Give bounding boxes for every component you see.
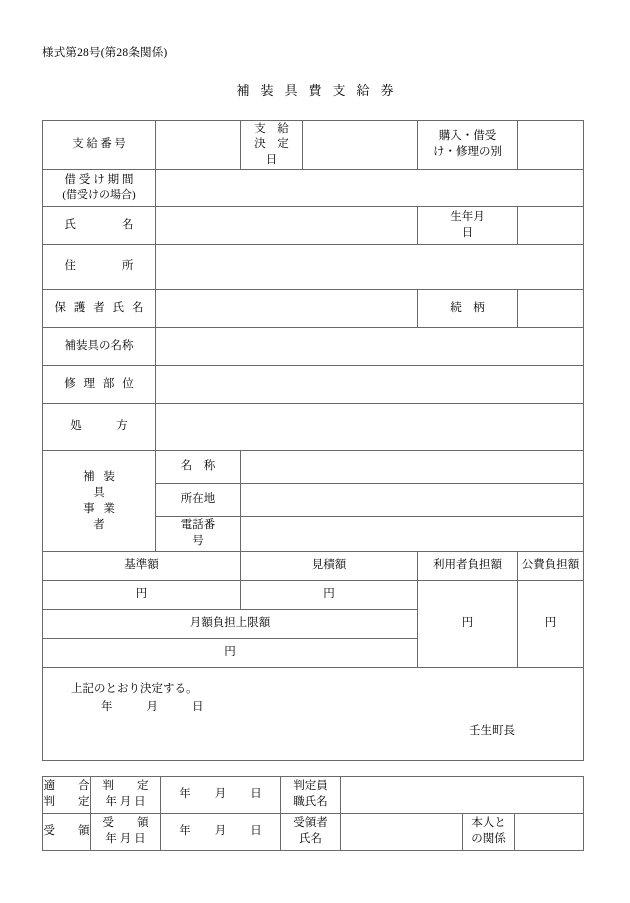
label-hosougu-jigyousha-line3: 事 業 xyxy=(83,503,118,515)
unit-yen-riyousha-futan: 円 xyxy=(461,617,474,630)
table-row-juryou xyxy=(43,814,584,851)
unit-yen-getsugaku-jougen: 円 xyxy=(224,646,236,659)
label-honnin-kankei-line2: の関係 xyxy=(471,833,506,845)
label-shikyu-kettei-bi xyxy=(241,121,303,170)
form-number: 様式第28号(第28条関係) xyxy=(42,47,168,59)
label-jusho-text: 住 所 xyxy=(64,260,134,273)
field-shuri-bui[interactable] xyxy=(156,366,584,404)
header-mitsumorigaku-text: 見積額 xyxy=(311,559,347,572)
label-shuri-bui xyxy=(43,366,156,404)
field-hogosha-shimei[interactable] xyxy=(156,290,418,328)
label-jigyousha-denwa xyxy=(156,517,241,552)
field-shimei[interactable] xyxy=(156,207,418,245)
field-juryou-nengappi[interactable] xyxy=(161,814,281,851)
table-row-jigyousha-meisho xyxy=(43,451,584,484)
table-row-meisho xyxy=(43,328,584,366)
decision-date-day: 日 xyxy=(192,701,204,713)
table-row-shuri-bui xyxy=(43,366,584,404)
page-title xyxy=(0,80,630,99)
juryou-date-month: 月 xyxy=(214,825,227,838)
table-row-amount-values xyxy=(43,581,584,610)
decision-signer: 壬生町長 xyxy=(469,725,515,737)
table-row-jusho xyxy=(43,245,584,290)
decision-date xyxy=(101,700,204,716)
hantei-date-day: 日 xyxy=(250,788,262,801)
field-kariuke-kikan[interactable] xyxy=(156,170,584,207)
field-jigyousha-denwa[interactable] xyxy=(241,517,584,552)
label-kubun xyxy=(418,121,518,170)
field-juryousha-shimei[interactable] xyxy=(341,814,463,851)
label-jigyousha-shozaichi-text: 所在地 xyxy=(180,493,216,506)
table-row-shohou xyxy=(43,404,584,451)
label-kubun-line1: 購入・借受 xyxy=(438,130,497,143)
hantei-date-month: 月 xyxy=(214,788,227,801)
field-jusho[interactable] xyxy=(156,245,584,290)
label-shohou xyxy=(43,404,156,451)
decision-statement: 上記のとおり決定する。 xyxy=(71,683,198,695)
table-row-decision xyxy=(43,668,584,761)
label-jigyousha-shozaichi xyxy=(156,484,241,517)
field-mitsumorigaku[interactable] xyxy=(241,581,418,610)
table-row-kariuke-kikan xyxy=(43,170,584,207)
label-seinengappi-line1: 生年月 xyxy=(450,210,485,223)
decision-date-month: 月 xyxy=(146,701,158,713)
label-hanteiin-shokushimei xyxy=(281,777,341,814)
table-row-shimei xyxy=(43,207,584,245)
field-getsugaku-jougen[interactable] xyxy=(43,639,418,668)
label-jigyousha-denwa-line1: 電話番 xyxy=(180,519,216,532)
header-mitsumorigaku xyxy=(241,552,418,581)
field-kijungaku[interactable] xyxy=(43,581,241,610)
label-hantei-nengappi-line1: 判 定 xyxy=(102,780,149,793)
field-hantei-nengappi[interactable] xyxy=(161,777,281,814)
label-shimei xyxy=(43,207,156,245)
unit-yen-kijungaku: 円 xyxy=(135,588,148,601)
header-riyousha-futan-text: 利用者負担額 xyxy=(433,559,502,572)
table-row-hogosha xyxy=(43,290,584,328)
field-hosougu-meisho[interactable] xyxy=(156,328,584,366)
bottom-form-table xyxy=(42,776,584,851)
label-shuri-bui-text: 修 理 部 位 xyxy=(64,377,137,390)
label-getsugaku-jougen xyxy=(43,610,418,639)
table-row-tekigou-hantei xyxy=(43,777,584,814)
label-hosougu-jigyousha-line2: 具 xyxy=(93,486,108,499)
field-kouhi-futan[interactable] xyxy=(518,581,584,668)
label-hogosha-shimei-text: 保 護 者 氏 名 xyxy=(54,301,146,314)
label-shohou-text: 処 方 xyxy=(70,420,128,433)
label-seinengappi-line2: 日 xyxy=(461,226,474,239)
label-shikyu-kettei-bi-line1: 支 給 xyxy=(254,122,289,135)
label-tekigou-hantei-line2: 判 定 xyxy=(43,796,90,808)
unit-yen-mitsumorigaku: 円 xyxy=(323,588,335,601)
field-shohou[interactable] xyxy=(156,404,584,451)
header-riyousha-futan xyxy=(418,552,518,581)
decision-date-year: 年 xyxy=(101,701,113,713)
label-kariuke-kikan-line1: 借 受 け 期 間 xyxy=(64,173,134,186)
label-kubun-line2: け・修理の別 xyxy=(433,146,502,158)
field-jigyousha-meisho[interactable] xyxy=(241,451,584,484)
label-honnin-kankei xyxy=(463,814,515,851)
field-seinengappi[interactable] xyxy=(518,207,584,245)
label-shikyu-kettei-bi-line3: 日 xyxy=(265,153,278,166)
header-kijungaku-text: 基準額 xyxy=(124,559,159,572)
field-shikyu-bango[interactable] xyxy=(156,121,241,170)
label-hanteiin-shokushimei-line1: 判定員 xyxy=(293,780,328,793)
header-kouhi-futan xyxy=(518,552,584,581)
label-shimei-text: 氏 名 xyxy=(64,218,134,231)
label-zokugara-text: 続 柄 xyxy=(450,301,485,314)
label-getsugaku-jougen-text: 月額負担上限額 xyxy=(189,617,271,630)
label-juryousha-shimei xyxy=(281,814,341,851)
header-kouhi-futan-text: 公費負担額 xyxy=(521,559,580,572)
field-shikyu-kettei-bi[interactable] xyxy=(303,121,418,170)
juryou-date-year: 年 xyxy=(179,825,191,838)
label-tekigou-hantei xyxy=(43,777,91,814)
label-shikyu-bango-text: 支給番号 xyxy=(72,138,129,151)
juryou-date-day: 日 xyxy=(250,825,262,838)
page-title-text: 補装具費支給券 xyxy=(236,83,405,98)
field-kubun[interactable] xyxy=(518,121,584,170)
label-hosougu-meisho-text: 補装具の名称 xyxy=(64,339,134,352)
label-hosougu-jigyousha xyxy=(43,451,156,552)
label-juryou-nengappi-line1: 受 領 xyxy=(102,817,149,830)
hantei-date-blanks xyxy=(179,788,262,800)
label-shikyu-bango xyxy=(43,121,156,170)
label-juryousha-shimei-line1: 受領者 xyxy=(293,817,328,830)
field-zokugara[interactable] xyxy=(518,290,584,328)
label-honnin-kankei-line1: 本人と xyxy=(471,817,506,830)
decision-block xyxy=(43,668,584,761)
label-jigyousha-denwa-line2: 号 xyxy=(192,535,204,547)
label-hosougu-meisho xyxy=(43,328,156,366)
field-riyousha-futan[interactable] xyxy=(418,581,518,668)
field-hanteiin-shokushimei[interactable] xyxy=(341,777,584,814)
label-hantei-nengappi-line2: 年 月 日 xyxy=(105,796,146,808)
label-kariuke-kikan-line2: (借受けの場合) xyxy=(62,189,136,202)
header-kijungaku xyxy=(43,552,241,581)
table-row-amount-headers xyxy=(43,552,584,581)
label-hantei-nengappi xyxy=(91,777,161,814)
label-jigyousha-meisho-text: 名 称 xyxy=(180,460,216,473)
label-zokugara xyxy=(418,290,518,328)
label-juryou-line1: 受 領 xyxy=(43,825,90,838)
label-shikyu-kettei-bi-line2: 決 定 xyxy=(254,138,289,151)
label-juryousha-shimei-line2: 氏名 xyxy=(299,833,322,845)
table-row-shikyu xyxy=(43,121,584,170)
label-juryou-nengappi-line2: 年 月 日 xyxy=(105,833,146,845)
label-hanteiin-shokushimei-line2: 職氏名 xyxy=(293,796,328,808)
label-hosougu-jigyousha-line1: 補 装 xyxy=(83,470,118,483)
juryou-date-blanks xyxy=(179,825,262,837)
main-form-table xyxy=(42,120,584,761)
label-tekigou-hantei-line1: 適 合 xyxy=(43,780,90,793)
label-jigyousha-meisho xyxy=(156,451,241,484)
hantei-date-year: 年 xyxy=(179,788,191,801)
unit-yen-kouhi-futan: 円 xyxy=(544,617,557,630)
label-juryou xyxy=(43,814,91,851)
label-kariuke-kikan xyxy=(43,170,156,207)
label-hosougu-jigyousha-line4: 者 xyxy=(93,519,108,532)
field-honnin-kankei[interactable] xyxy=(515,814,584,851)
field-jigyousha-shozaichi[interactable] xyxy=(241,484,584,517)
label-jusho xyxy=(43,245,156,290)
label-hogosha-shimei xyxy=(43,290,156,328)
label-seinengappi xyxy=(418,207,518,245)
label-juryou-nengappi xyxy=(91,814,161,851)
